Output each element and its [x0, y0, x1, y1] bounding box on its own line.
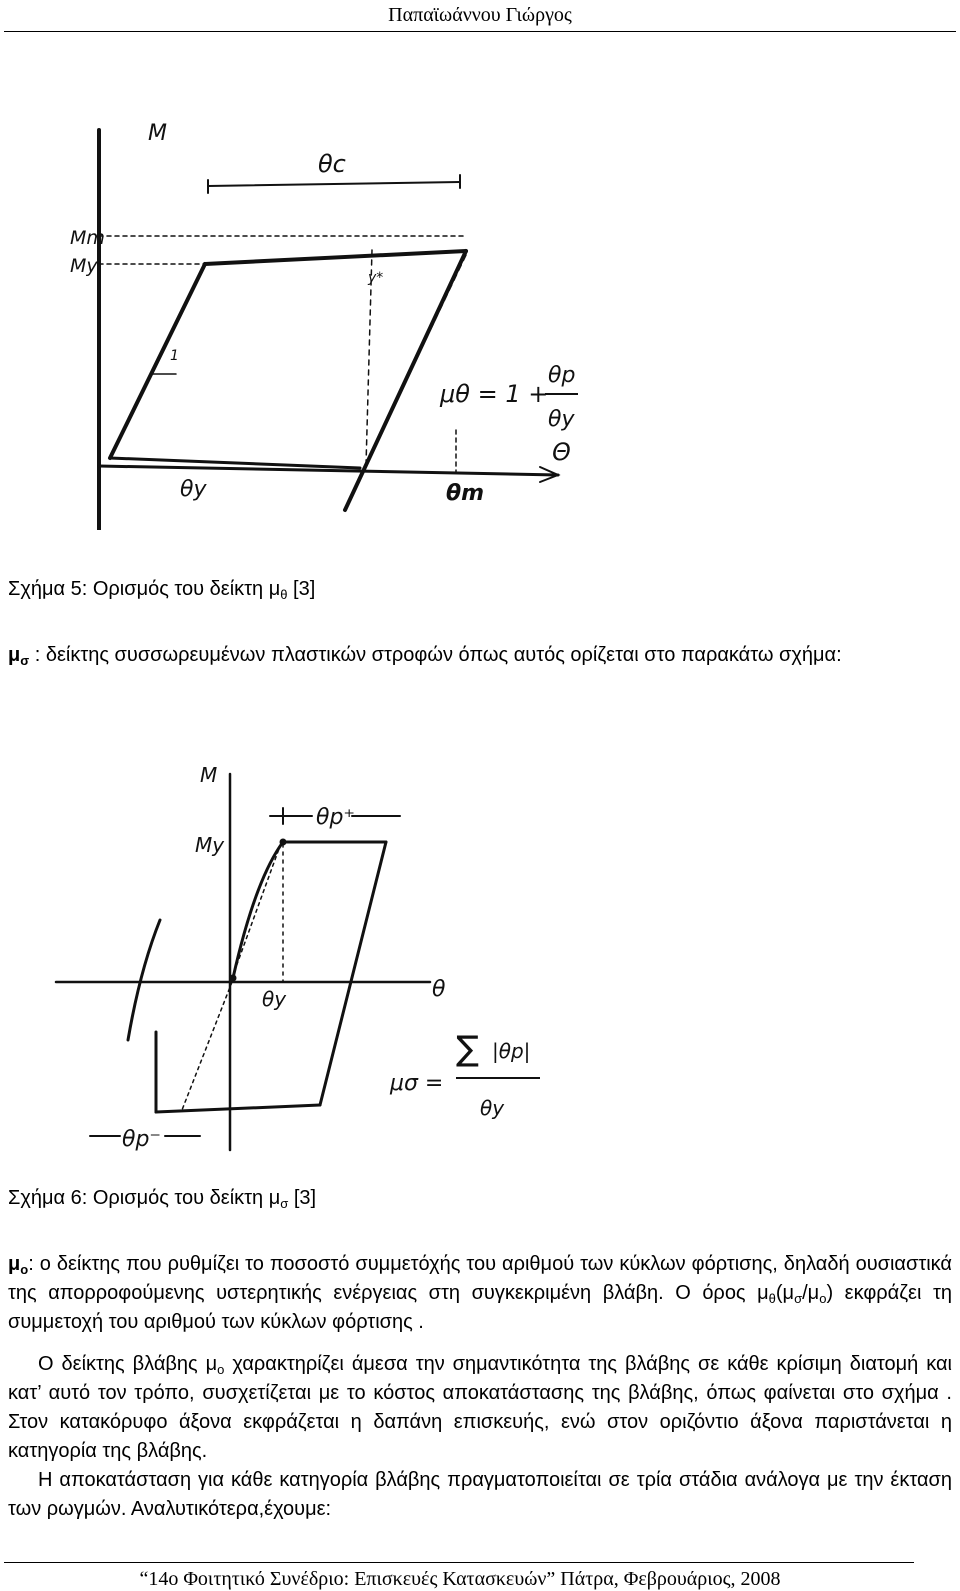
fig5-theta-axis-label: Θ [552, 438, 571, 466]
fig5-formula-lhs: μθ = 1 + [440, 380, 549, 408]
mu-symbol: μ [8, 1253, 21, 1275]
fig6-theta-p-plus: θp⁺ [316, 805, 356, 830]
definition-text: : δείκτης συσσωρευμένων πλαστικών στροφών όπως αυτός ορίζεται στο παρακάτω σχήμα: [29, 644, 842, 666]
fig6-theta-axis-label: θ [432, 977, 446, 1002]
mu-sigma-definition [8, 641, 952, 670]
mu-o-definition [8, 1250, 952, 1337]
p3-text: Η αποκατάσταση για κάθε κατηγορία βλάβης πραγματοποιείται σε τρία στάδια ανάλογα με την έκταση των ρωγμών. Αναλυτικότερα,έχουμε: [8, 1469, 952, 1520]
caption-subscript: θ [280, 587, 288, 602]
caption-ref: [3] [287, 578, 316, 600]
p2-text-a: Ο δείκτης βλάβης μ [38, 1353, 218, 1375]
figure-5-drawing [0, 60, 640, 530]
caption-subscript: σ [280, 1196, 289, 1211]
page-footer [0, 1567, 920, 1591]
header-divider [4, 31, 956, 32]
fig5-formula-den: θy [548, 407, 575, 432]
fig5-theta-c-label: θc [318, 150, 346, 178]
figure-6-caption [8, 1185, 316, 1211]
fig6-theta-p-minus: θp⁻ [122, 1127, 162, 1152]
fig6-my-label: My [195, 833, 225, 857]
fig5-theta-y-label: θy [180, 477, 207, 502]
caption-ref: [3] [288, 1187, 317, 1209]
caption-text: Σχήμα 5: Ορισμός του δείκτη [8, 578, 269, 600]
p1-text-c: /μ [802, 1282, 820, 1304]
fig5-my-label: My [70, 255, 98, 277]
fig6-formula-lhs: μσ = [390, 1071, 444, 1096]
p1-sub-theta: θ [768, 1291, 776, 1306]
footer-divider [4, 1562, 914, 1563]
fig6-formula-sum: ∑ [456, 1029, 479, 1069]
footer-text: “14ο Φοιτητικό Συνέδριο: Επισκευές Κατασκευών” Πάτρα, Φεβρουάριος, 2008 [139, 1568, 781, 1590]
figure-6-drawing [0, 760, 600, 1170]
fig5-theta-m-label: θm [446, 481, 485, 506]
figure-6 [0, 760, 600, 1170]
p1-text-d: ) εκφράζει τη συμμετοχή του αριθμού των κύκλων φόρτισης . [8, 1282, 952, 1333]
p1-text-b: (μ [775, 1282, 795, 1304]
caption-symbol: μ [268, 578, 281, 600]
mu-subscript: σ [20, 653, 30, 668]
header-author: Παπαϊωάννου Γιώργος [388, 4, 572, 26]
caption-symbol: μ [268, 1187, 281, 1209]
figure-5-caption [8, 576, 315, 602]
mu-subscript: ο [20, 1262, 29, 1277]
fig6-theta-y-label: θy [262, 987, 287, 1011]
p1-sub-sigma: σ [794, 1291, 803, 1306]
fig5-m-label: M [148, 121, 167, 146]
figure-5 [0, 60, 640, 530]
fig5-mm-label: Mm [70, 227, 105, 249]
p2-sub: ο [217, 1362, 225, 1377]
damage-index-paragraph [8, 1350, 952, 1466]
p1-sub-o: ο [819, 1291, 827, 1306]
mu-symbol: μ [8, 644, 21, 666]
caption-text: Σχήμα 6: Ορισμός του δείκτη [8, 1187, 269, 1209]
fig6-m-label: M [200, 763, 218, 787]
fig5-formula-num: θp [548, 363, 576, 388]
page-header [0, 2, 960, 28]
p2-text-b: χαρακτηρίζει άμεσα την σημαντικότητα της βλάβης σε κάθε κρίσιμη διατομή και κατ’ αυτό τον τρόπο, συσχετίζεται με το κόστος αποκατάστασης της βλάβης, όπως φαίνεται στο σχήμα . Στον κατακόρυφο άξονα εκφράζεται η δαπάνη επισκευής, ενώ στον οριζόντιο άξονα παριστάνεται η κατηγορία της βλάβης. [8, 1353, 952, 1462]
fig5-slope-one: 1 [170, 348, 179, 364]
fig5-ym-label: y* [368, 270, 384, 286]
restoration-paragraph [8, 1466, 952, 1524]
p1-text-a: : ο δείκτης που ρυθμίζει το ποσοστό συμμετόχής του αριθμού των κύκλων φόρτισης, δηλαδή ουσιαστικά της απορροφούμενης υστερητικής ενέργειας στη συγκεκριμένη βλάβη. Ο όρος μ [8, 1253, 952, 1304]
fig6-formula-den: θy [480, 1096, 505, 1120]
fig6-formula-num: |θp| [492, 1039, 531, 1063]
